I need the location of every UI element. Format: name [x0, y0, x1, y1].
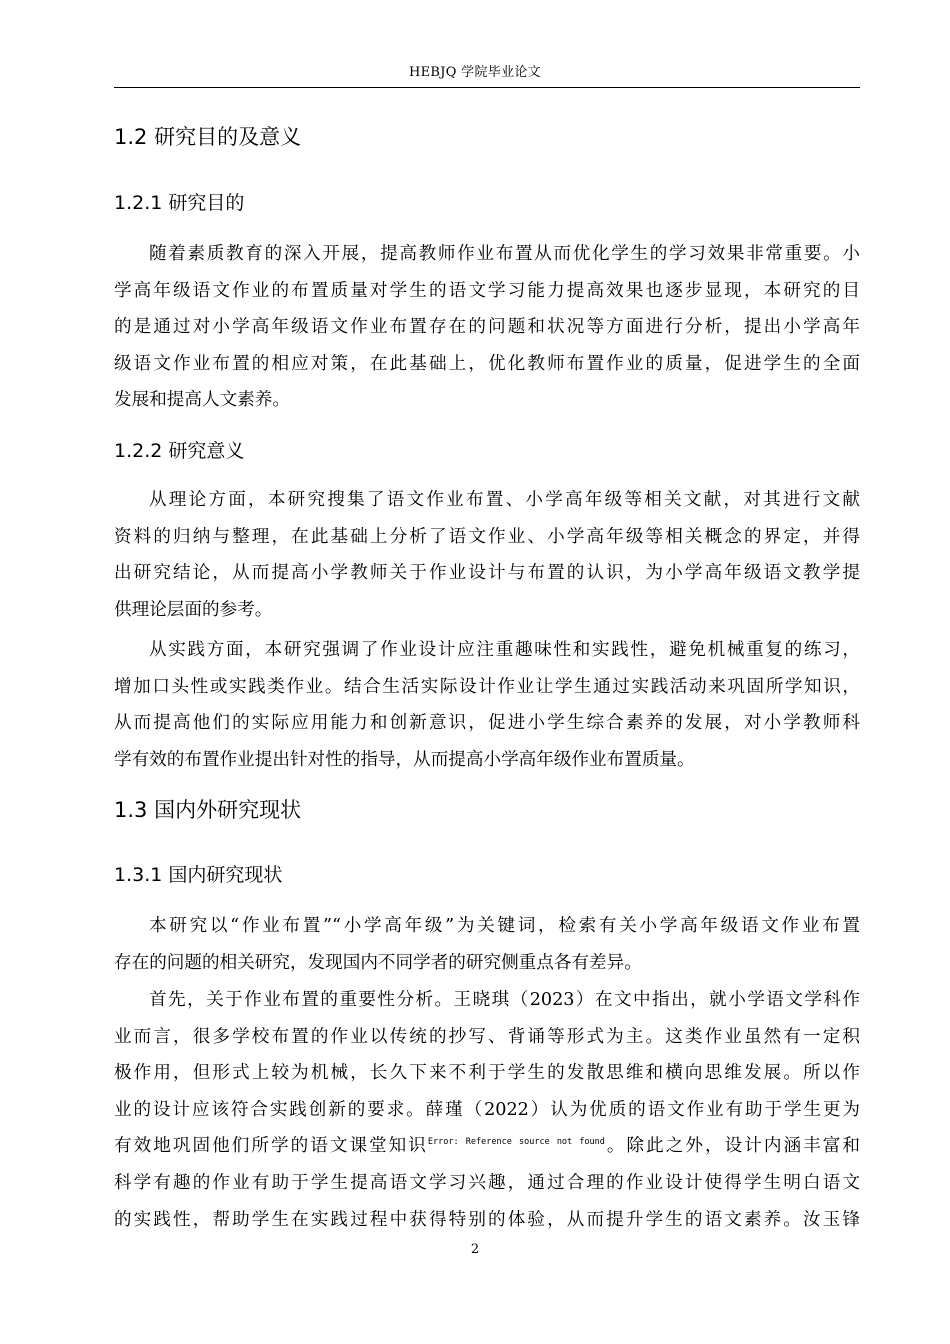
paragraph-practical-significance [114, 632, 860, 778]
text-line: 学有效的布置作业提出针对性的指导，从而提高小学高年级作业布置质量。 [114, 749, 695, 770]
text-line: 科学有趣的作业有助于学生提高语文学习兴趣，通过合理的作业设计使得学生明白语文 [114, 1172, 860, 1193]
text-line: 业而言，很多学校布置的作业以传统的抄写、背诵等形式为主。这类作业虽然有一定积 [114, 1026, 860, 1047]
text-line: 从而提高他们的实际应用能力和创新意识，促进小学生综合素养的发展，对小学教师科 [114, 713, 860, 734]
text-line: 从实践方面，本研究强调了作业设计应注重趣味性和实践性，避免机械重复的练习， [149, 640, 860, 660]
text-line: 存在的问题的相关研究，发现国内不同学者的研究侧重点各有差异。 [114, 952, 642, 973]
text-line: 发展和提高人文素养。 [114, 390, 290, 411]
text-span: 。除此之外，设计内涵丰富和 [604, 1136, 860, 1157]
text-line: 出研究结论，从而提高小学教师关于作业设计与布置的认识，为小学高年级语文教学提 [114, 563, 860, 584]
text-line: 本研究以“作业布置”“小学高年级”为关键词，检索有关小学高年级语文作业布置 [149, 916, 860, 936]
text-line: 供理论层面的参考。 [114, 599, 273, 620]
paragraph-keyword-search [114, 908, 860, 981]
text-line: 的实践性，帮助学生在实践过程中获得特别的体验，从而提升学生的语文素养。汝玉锋 [114, 1209, 860, 1230]
text-line-with-reference [114, 1128, 860, 1165]
paragraph-importance-analysis [114, 982, 860, 1238]
text-line: 级语文作业布置的相应对策，在此基础上，优化教师布置作业的质量，促进学生的全面 [114, 353, 860, 374]
header-divider [114, 87, 860, 88]
text-span: 有效地巩固他们所学的语文课堂知识 [114, 1136, 428, 1157]
text-line: 极作用，但形式上较为机械，长久下来不利于学生的发散思维和横向思维发展。所以作 [114, 1063, 860, 1084]
section-heading-1-2-1: 1.2.1 研究目的 [114, 192, 245, 214]
text-line: 资料的归纳与整理，在此基础上分析了语文作业、小学高年级等相关概念的界定，并得 [114, 526, 860, 547]
text-line: 的是通过对小学高年级语文作业布置存在的问题和状况等方面进行分析，提出小学高年 [114, 317, 860, 338]
page-number: 2 [470, 1242, 480, 1257]
section-heading-1-2-2: 1.2.2 研究意义 [114, 440, 245, 462]
text-line: 随着素质教育的深入开展，提高教师作业布置从而优化学生的学习效果非常重要。小 [149, 244, 860, 264]
section-heading-1-2: 1.2 研究目的及意义 [114, 125, 302, 149]
running-header: HEBJQ 学院毕业论文 [409, 65, 541, 80]
section-heading-1-3: 1.3 国内外研究现状 [114, 798, 302, 822]
text-line: 增加口头性或实践类作业。结合生活实际设计作业让学生通过实践活动来巩固所学知识， [114, 676, 860, 697]
text-line: 首先，关于作业布置的重要性分析。王晓琪（2023）在文中指出，就小学语文学科作 [149, 990, 860, 1010]
paragraph-research-purpose [114, 236, 860, 419]
text-line: 学高年级语文作业的布置质量对学生的语文学习能力提高效果也逐步显现，本研究的目 [114, 280, 860, 301]
reference-error-marker: Error: Reference source not found [427, 1137, 605, 1148]
text-line: 业的设计应该符合实践创新的要求。薛瑾（2022）认为优质的语文作业有助于学生更为 [114, 1099, 860, 1120]
text-line: 从理论方面，本研究搜集了语文作业布置、小学高年级等相关文献，对其进行文献 [149, 490, 860, 510]
section-heading-1-3-1: 1.3.1 国内研究现状 [114, 864, 283, 886]
paragraph-theoretical-significance [114, 482, 860, 628]
